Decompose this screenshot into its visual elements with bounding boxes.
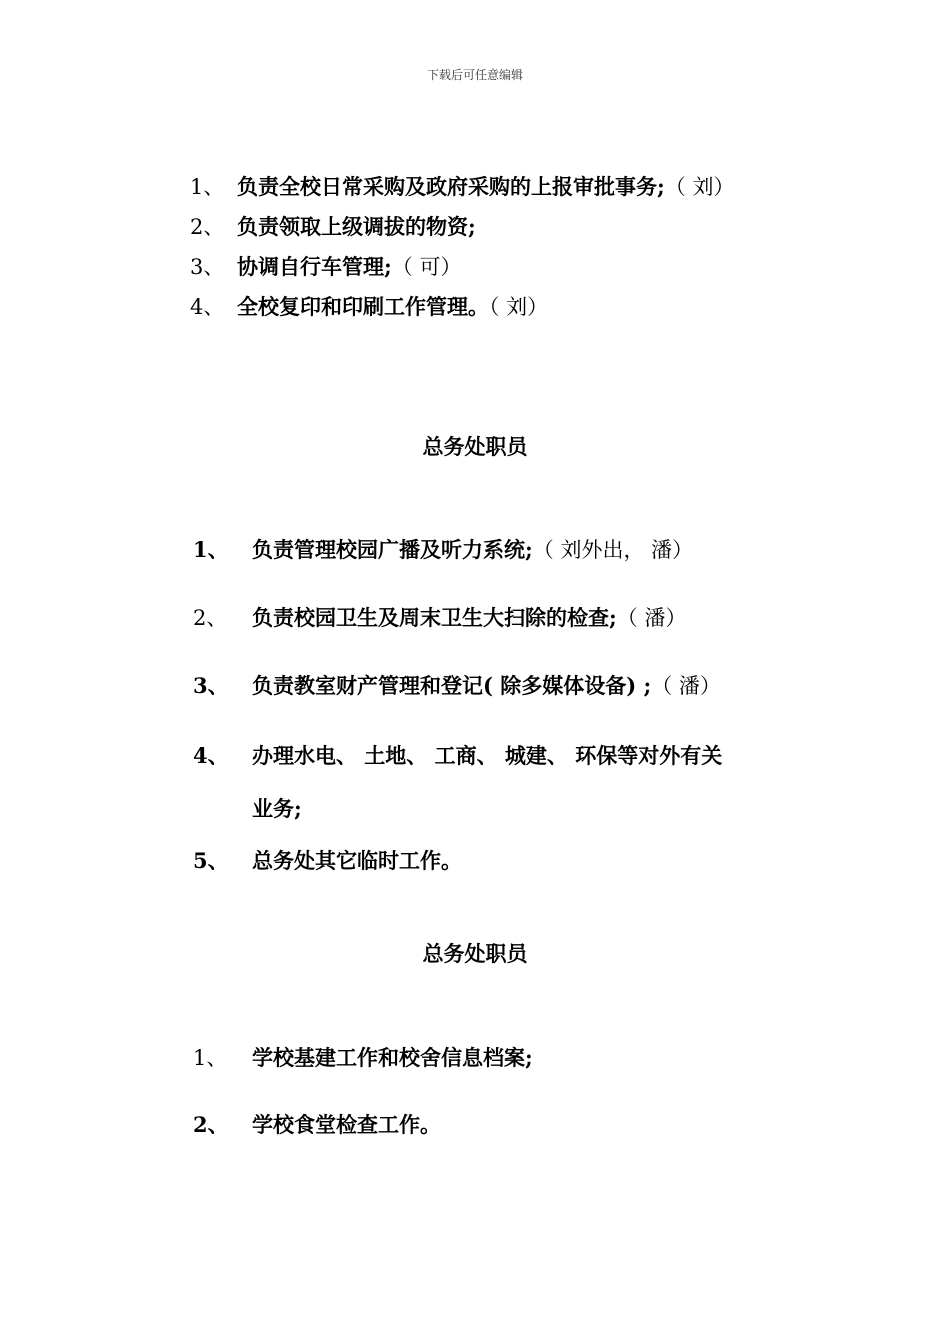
item-number: 5、 <box>193 848 229 873</box>
item-number: 2、 <box>193 606 228 630</box>
item-note: （ 刘） <box>664 175 735 199</box>
item-text: 负责教室财产管理和登记( 除多媒体设备) ; <box>252 673 652 698</box>
page-header: 下载后可任意编辑 <box>426 68 523 82</box>
item-number: 3、 <box>193 673 229 698</box>
item-text: 学校基建工作和校舍信息档案; <box>252 1045 533 1070</box>
item-text: 学校食堂检查工作。 <box>252 1112 441 1137</box>
section-title: 总务处职员 <box>422 434 528 459</box>
item-number: 1、 <box>193 1046 228 1070</box>
item-number: 1、 <box>190 175 225 199</box>
item-text: 负责领取上级调拔的物资; <box>237 214 476 239</box>
item-continuation: 业务; <box>252 796 302 821</box>
item-text: 负责管理校园广播及听力系统; <box>252 537 533 562</box>
item-number: 4、 <box>193 743 229 768</box>
item-number: 1、 <box>193 537 229 562</box>
item-note: （ 可） <box>391 255 462 279</box>
item-note: （ 刘） <box>489 295 549 319</box>
item-text: 负责校园卫生及周末卫生大扫除的检查; <box>252 605 617 630</box>
item-text: 协调自行车管理; <box>237 254 392 279</box>
item-number: 4、 <box>190 295 225 319</box>
section-title: 总务处职员 <box>422 941 528 966</box>
item-note: （ 潘） <box>616 606 687 630</box>
item-text: 总务处其它临时工作。 <box>252 848 462 873</box>
item-number: 2、 <box>193 1112 229 1137</box>
item-note: （ 刘外出， 潘） <box>532 538 694 562</box>
item-number: 3、 <box>190 255 225 279</box>
item-text: 全校复印和印刷工作管理。 <box>237 294 489 319</box>
item-text: 办理水电、 土地、 工商、 城建、 环保等对外有关 <box>252 743 723 768</box>
item-text: 负责全校日常采购及政府采购的上报审批事务; <box>237 174 665 199</box>
item-note: （ 潘） <box>651 674 721 698</box>
item-number: 2、 <box>190 215 225 239</box>
